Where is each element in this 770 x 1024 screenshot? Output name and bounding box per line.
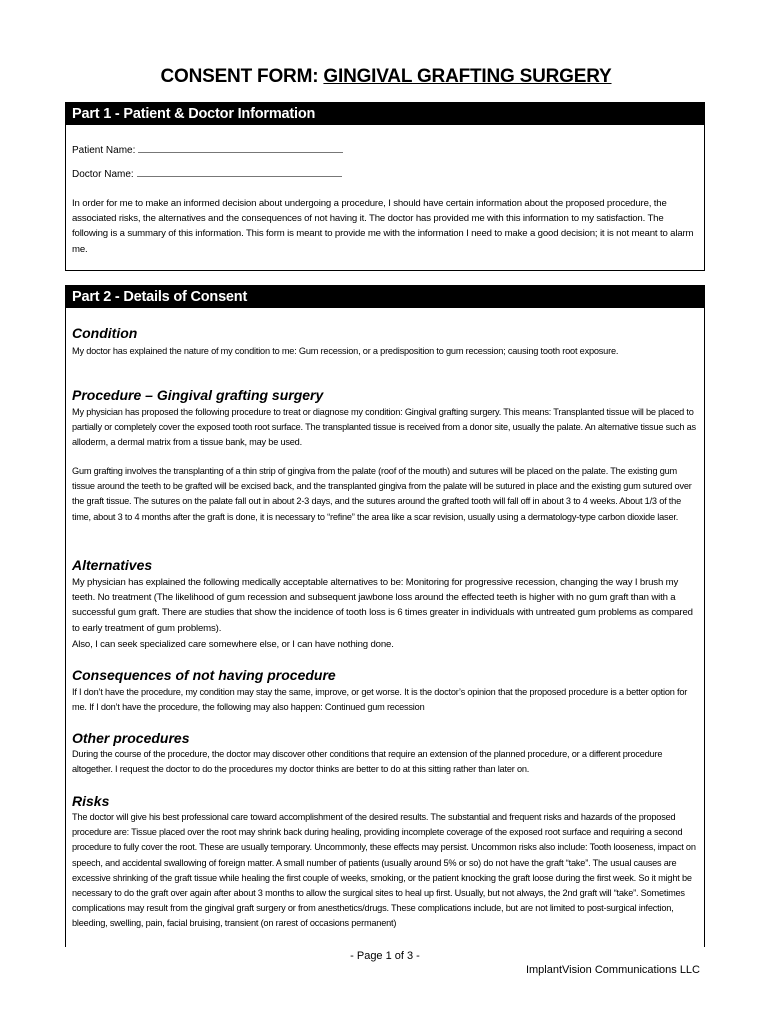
part1-header: Part 1 - Patient & Doctor Information — [66, 103, 704, 125]
risks-text: The doctor will give his best professional care toward accomplishment of the desired results. The substantial and frequent risks and hazards of the proposed procedure are: Tissue placed over the root may shrink back during healing, providing incomplete coverage of the exposed root surface and requiring a second procedure to fully cover the root. These are usually temporary. Uncommonly, these effects may persist. Uncommon risks also include: Tooth looseness, impact on speech, and accidental swallowing of foreign matter. A small number of patients (usually around 5% or so) do not have the graft “take”. The usual causes are excessive shrinking of the graft tissue while healing the first couple of weeks, smoking, or the patient knocking the graft loose during the first week. So it might be necessary to do the graft over again after about 3 months to allow the surgical sites to heal up first. Usually, but not always, the 2nd graft will “take”. Sometimes complications may result from the gingival graft surgery or from anesthetics/drugs. These complications include, but are not limited to post-surgical infection, bleeding, swelling, pain, facial bruising, transient (on rarest of occasions permanent) — [72, 812, 696, 929]
company-name: ImplantVision Communications LLC — [525, 964, 700, 976]
condition-heading: Condition — [72, 325, 138, 341]
procedure-heading: Procedure – Gingival grafting surgery — [72, 387, 324, 403]
doctor-name-line[interactable] — [137, 167, 342, 177]
doctor-name-label: Doctor Name: — [72, 169, 134, 180]
consequences-text: If I don’t have the procedure, my condition may stay the same, improve, or get worse. It is the doctor’s opinion that the proposed procedure is a better option for me. If I don’t have the procedure, the following may also happen: Continued gum recession — [72, 687, 688, 713]
page-number: - Page 1 of 3 - — [350, 950, 420, 962]
condition-text: My doctor has explained the nature of my condition to me: Gum recession, or a predisposition to gum recession; causing tooth root exposure. — [72, 346, 619, 356]
alternatives-text: My physician has explained the following medically acceptable alternatives to be: Monitoring for progressive recession, changing the way I brush my teeth. No treatment (The likelihood of gum recession and subsequent jawbone loss around the effected teeth is higher with no gum graft than with a successful gum graft. There are studies that show the incidence of tooth loss is 6 times greater in individuals with untreated gum problems as compared to early treatment of gum problems). — [72, 577, 693, 634]
alternatives-text-2: Also, I can seek specialized care somewhere else, or I can have nothing done. — [72, 639, 394, 650]
part2-section — [65, 285, 705, 947]
title-prefix: CONSENT FORM: — [160, 66, 324, 87]
document-title — [66, 66, 706, 88]
doctor-name-field[interactable] — [72, 167, 342, 180]
other-procedures-heading: Other procedures — [72, 730, 190, 746]
risks-heading: Risks — [72, 793, 110, 809]
part1-intro: In order for me to make an informed decision about undergoing a procedure, I should have certain information about the proposed procedure, the associated risks, the alternatives and the consequences of not having it. The doctor has provided me with this information to my satisfaction. The following is a summary of this information. This form is meant to provide me with the information I need to make a good decision; it is not meant to alarm me. — [72, 198, 694, 255]
patient-name-line[interactable] — [138, 143, 343, 153]
alternatives-heading: Alternatives — [72, 557, 153, 573]
other-procedures-text: During the course of the procedure, the doctor may discover other conditions that require an extension of the planned procedure, or a different procedure altogether. I request the doctor to do the procedures my doctor thinks are better to do at this sitting rather than later on. — [72, 749, 663, 775]
consequences-heading: Consequences of not having procedure — [72, 667, 336, 683]
procedure-text: My physician has proposed the following procedure to treat or diagnose my condition: Gingival grafting surgery. This means: Transplanted tissue will be placed to partially or completely cover the exposed tooth root surface. The transplanted tissue is received from a donor site, usually the palate. An alternative tissue such as alloderm, a dermal matrix from a tissue bank, may be used. — [72, 407, 696, 448]
patient-name-label: Patient Name: — [72, 145, 136, 156]
part2-header: Part 2 - Details of Consent — [66, 286, 704, 308]
patient-name-field[interactable] — [72, 143, 343, 156]
procedure-text-2: Gum grafting involves the transplanting of a thin strip of gingiva from the palate (roof of the mouth) and sutures will be placed on the palate. The existing gum tissue around the teeth to be grafted will be excised back, and the transplanted gingiva from the palate will be sutured in place and the existing gum sutured over the graft tissue. The sutures on the palate fall out in about 2-3 days, and the sutures around the grafted tooth will fall off in about 3 to 4 weeks. About 1/3 of the time, about 3 to 4 months after the graft is done, it is necessary to “refine” the area like a scar revision, usually using a dermatology-type carbon dioxide laser. — [72, 466, 692, 522]
title-underlined: GINGIVAL GRAFTING SURGERY — [323, 66, 612, 87]
part1-section — [65, 102, 705, 271]
